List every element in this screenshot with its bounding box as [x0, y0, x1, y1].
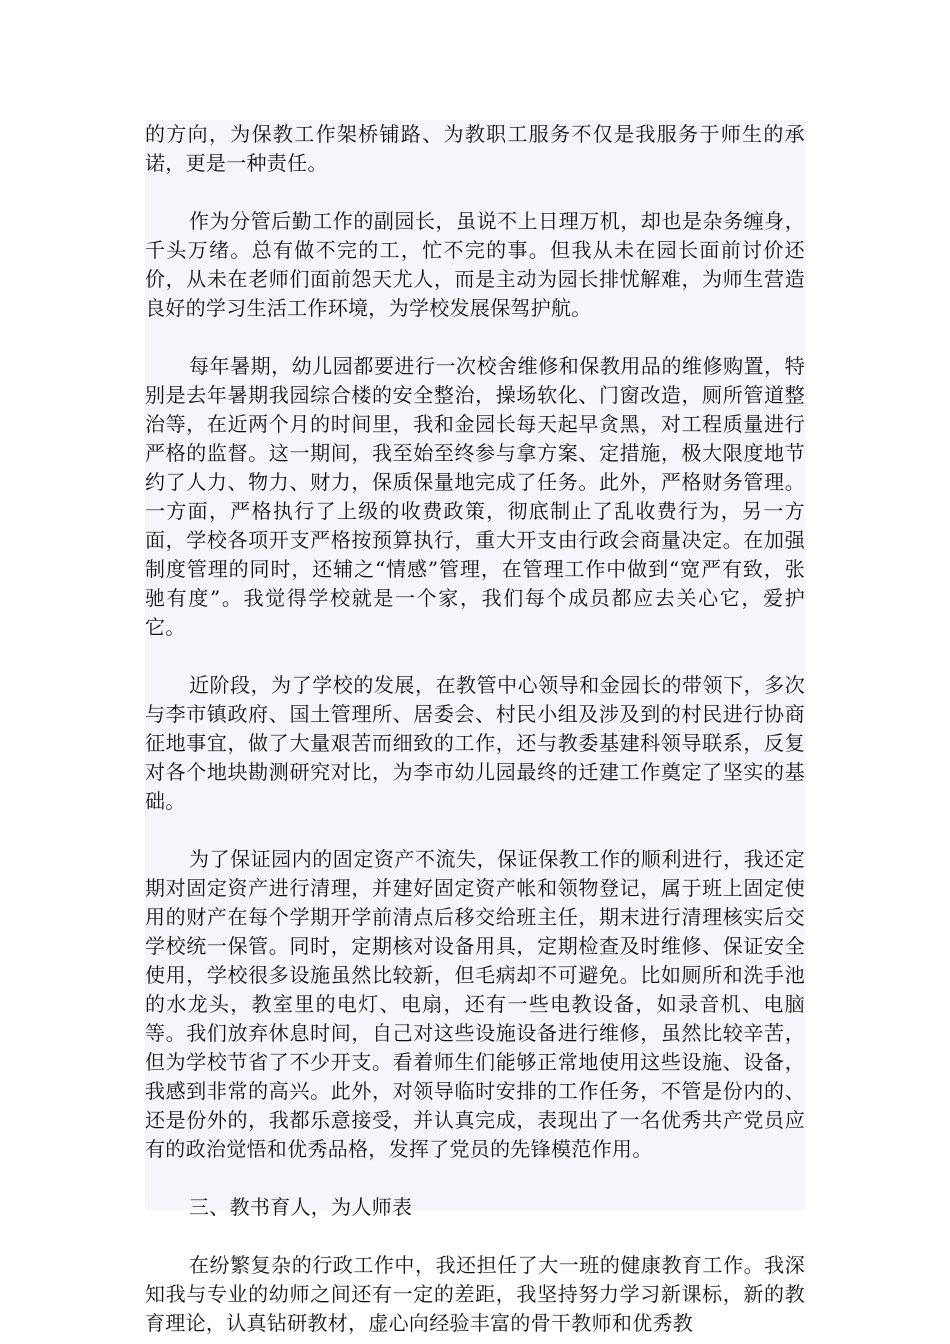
paragraph-summer-maintenance: 每年暑期，幼儿园都要进行一次校舍维修和保教用品的维修购置，特别是去年暑期我园综合楼的安全整治，操场软化、门窗改造，厕所管道整治等，在近两个月的时间里，我和金园长每天起早贪黑，对工程质量进行严格的监督。这一期间，我至始至终参与拿方案、定措施，极大限度地节约了人力、物力、财力，保质保量地完成了任务。此外，严格财务管理。一方面，严格执行了上级的收费政策，彻底制止了乱收费行为，另一方面，学校各项开支严格按预算执行，重大开支由行政会商量决定。在加强制度管理的同时，还辅之“情感”管理，在管理工作中做到“宽严有致，张驰有度”。我觉得学校就是一个家，我们每个成员都应去关心它，爱护它。 [145, 354, 805, 639]
paragraph-gap [145, 642, 805, 671]
paragraph-logistics-role: 作为分管后勤工作的副园长，虽说不上日理万机，却也是杂务缠身，千头万绪。总有做不完的工，忙不完的事。但我从未在园长面前讨价还价，从未在老师们面前怨天尤人，而是主动为园长排忧解难，为师生营造良好的学习生活工作环境，为学校发展保驾护航。 [145, 209, 805, 320]
paragraph-fixed-assets: 为了保证园内的固定资产不流失，保证保教工作的顺利进行，我还定期对固定资产进行清理，并建好固定资产帐和领物登记，属于班上固定使用的财产在每个学期开学前清点后移交给班主任，期末进行清理核实后交学校统一保管。同时，定期核对设备用具，定期检查及时维修、保证安全使用，学校很多设施虽然比较新，但毛病却不可避免。比如厕所和洗手池的水龙头，教室里的电灯、电扇，还有一些电教设备，如录音机、电脑等。我们放弃休息时间，自己对这些设施设备进行维修，虽然比较辛苦，但为学校节省了不少开支。看着师生们能够正常地使用这些设施、设备，我感到非常的高兴。此外，对领导临时安排的工作任务，不管是份内的、还是份外的，我都乐意接受，并认真完成，表现出了一名优秀共产党员应有的政治觉悟和优秀品格，发挥了党员的先锋模范作用。 [145, 847, 805, 1161]
paragraph-gap [145, 816, 805, 845]
section-heading: 三、教书育人，为人师表 [189, 1195, 413, 1219]
paragraph-teaching: 在纷繁复杂的行政工作中，我还担任了大一班的健康教育工作。我深知我与专业的幼师之间还有一定的差距，我坚持努力学习新课标，新的教育理论，认真钻研教材，虚心向经验丰富的骨干教师和优秀教 [145, 1253, 805, 1335]
document-body [145, 120, 805, 1335]
paragraph-continuation: 的方向，为保教工作架桥铺路、为教职工服务不仅是我服务于师生的承诺，更是一种责任。 [145, 122, 805, 175]
paragraph-relocation: 近阶段，为了学校的发展，在教管中心领导和金园长的带领下，多次与李市镇政府、国土管理所、居委会、村民小组及涉及到的村民进行协商征地事宜，做了大量艰苦而细致的工作，还与教委基建科领导联系，反复对各个地块勘测研究对比，为李市幼儿园最终的迁建工作奠定了坚实的基础。 [145, 673, 805, 813]
paragraph-gap [145, 1164, 805, 1193]
paragraph-gap [145, 323, 805, 352]
paragraph-gap [145, 1222, 805, 1251]
paragraph-gap [145, 178, 805, 207]
